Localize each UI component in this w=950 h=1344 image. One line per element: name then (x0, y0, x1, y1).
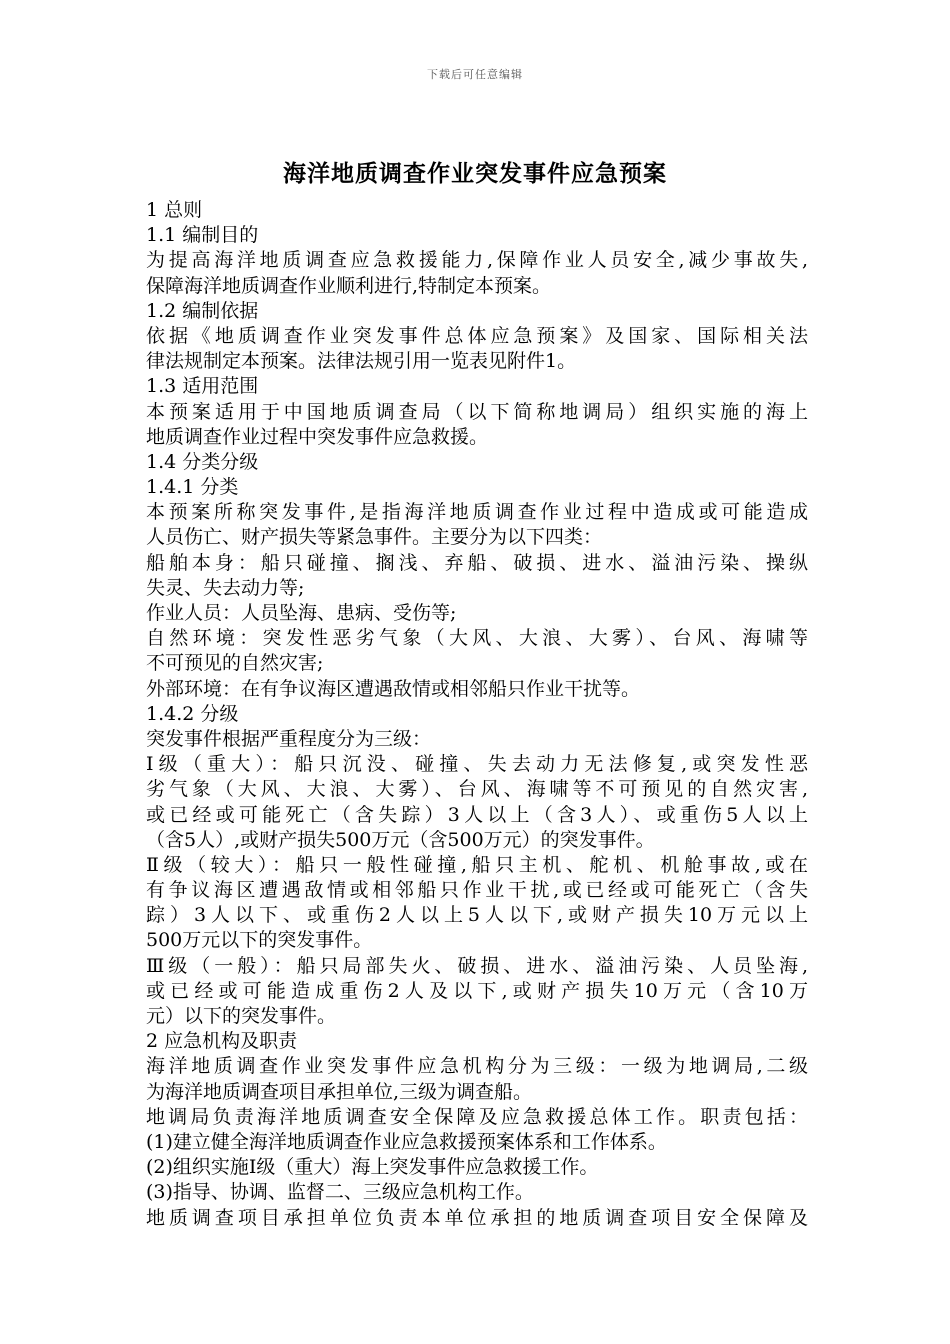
text-line: 500万元以下的突发事件。 (146, 929, 373, 952)
text-line: 为海洋地质调查项目承担单位,三级为调查船。 (146, 1080, 533, 1103)
text-line: 1.4 分类分级 (146, 450, 259, 473)
text-line: 为提高海洋地质调查应急救援能力,保障作业人员安全,减少事故失, (146, 249, 808, 272)
document-title: 海洋地质调查作业突发事件应急预案 (283, 161, 667, 187)
text-line: 保障海洋地质调查作业顺利进行,特制定本预案。 (146, 274, 552, 297)
text-line: 海洋地质调查作业突发事件应急机构分为三级：一级为地调局,二级 (146, 1055, 808, 1078)
text-line: 1.4.2 分级 (146, 702, 239, 725)
text-line: (1)建立健全海洋地质调查作业应急救援预案体系和工作体系。 (146, 1130, 667, 1153)
text-line: （含5人）,或财产损失500万元（含500万元）的突发事件。 (146, 828, 655, 851)
text-line: 或已经或可能死亡（含失踪）3人以上（含3人）、或重伤5人以上 (146, 803, 808, 826)
text-line: 突发事件根据严重程度分为三级： (146, 727, 432, 750)
text-line: 地质调查项目承担单位负责本单位承担的地质调查项目安全保障及 (146, 1206, 808, 1229)
text-line: 或已经或可能造成重伤2人及以下,或财产损失10万元（含10万 (146, 979, 808, 1002)
text-line: 本预案适用于中国地质调查局（以下简称地调局）组织实施的海上 (146, 400, 808, 423)
text-line: 作业人员：人员坠海、患病、受伤等; (146, 602, 457, 624)
text-line: 人员伤亡、财产损失等紧急事件。主要分为以下四类： (146, 526, 603, 549)
text-line: Ⅲ级（一般）：船只局部失火、破损、进水、溢油污染、人员坠海, (146, 954, 808, 977)
text-line: Ⅱ级（较大）：船只一般性碰撞,船只主机、舵机、机舱事故,或在 (146, 853, 808, 876)
text-line: 外部环境：在有争议海区遭遇敌情或相邻船只作业干扰等。 (146, 677, 641, 700)
text-line: Ⅰ级（重大）：船只沉没、碰撞、失去动力无法修复,或突发性恶 (146, 753, 808, 776)
text-line: 地质调查作业过程中突发事件应急救援。 (146, 425, 489, 448)
text-line: 地调局负责海洋地质调查安全保障及应急救援总体工作。职责包括： (146, 1105, 808, 1128)
text-line: (2)组织实施Ⅰ级（重大）海上突发事件应急救援工作。 (146, 1156, 599, 1179)
text-line: 自然环境：突发性恶劣气象（大风、大浪、大雾）、台风、海啸等 (146, 627, 808, 650)
text-line: 1.3 适用范围 (146, 375, 259, 398)
text-line: 依据《地质调查作业突发事件总体应急预案》及国家、国际相关法 (146, 324, 808, 347)
text-line: 船舶本身：船只碰撞、搁浅、弃船、破损、进水、溢油污染、操纵 (146, 551, 808, 574)
text-line: 2 应急机构及职责 (146, 1030, 298, 1053)
text-line: 有争议海区遭遇敌情或相邻船只作业干扰,或已经或可能死亡（含失 (146, 879, 808, 902)
text-line: 1 总则 (146, 199, 203, 221)
text-line: 1.4.1 分类 (146, 476, 239, 499)
page-header: 下载后可任意编辑 (427, 68, 523, 81)
text-line: 劣气象（大风、大浪、大雾）、台风、海啸等不可预见的自然灾害, (146, 778, 808, 801)
text-line: 不可预见的自然灾害; (146, 652, 324, 675)
text-line: 踪）3人以下、或重伤2人以上5人以下,或财产损失10万元以上 (146, 904, 808, 927)
text-line: (3)指导、协调、监督二、三级应急机构工作。 (146, 1181, 534, 1204)
text-line: 1.1 编制目的 (146, 224, 259, 247)
text-line: 律法规制定本预案。法律法规引用一览表见附件1。 (146, 350, 577, 373)
text-line: 失灵、失去动力等; (146, 576, 305, 599)
document-body (146, 198, 808, 1231)
text-line: 本预案所称突发事件,是指海洋地质调查作业过程中造成或可能造成 (146, 501, 808, 524)
text-line: 元）以下的突发事件。 (146, 1005, 337, 1027)
text-line: 1.2 编制依据 (146, 299, 259, 322)
